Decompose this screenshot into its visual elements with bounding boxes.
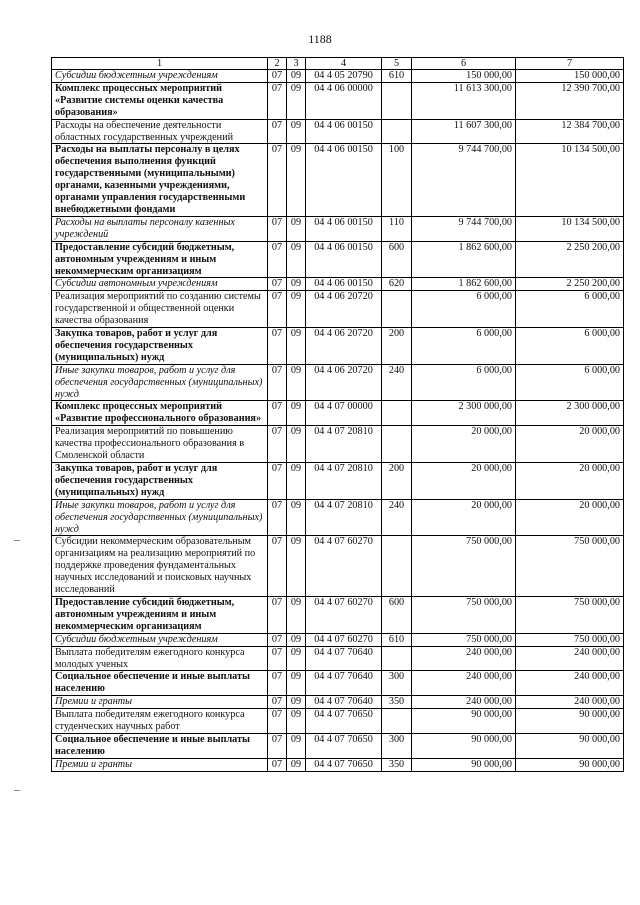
subsection-code-cell: 09 [287,733,306,758]
subsection-code-cell: 09 [287,144,306,216]
target-article-cell: 04 4 07 60270 [306,536,382,597]
expense-type-cell: 200 [382,463,412,500]
expense-type-cell: 300 [382,671,412,696]
section-code-cell: 07 [268,536,287,597]
expense-type-cell: 200 [382,328,412,365]
subsection-code-cell: 09 [287,328,306,365]
amount-year2-cell: 10 134 500,00 [516,144,624,216]
row-name-cell: Расходы на выплаты персоналу в целях обеспечения выполнения функций государственными (муниципальными) органами, казенными учреждениями, органами управления государственными внебюджетными фондами [52,144,268,216]
section-code-cell: 07 [268,328,287,365]
subsection-code-cell: 09 [287,82,306,119]
table-row [52,596,624,633]
table-row [52,216,624,241]
section-code-cell: 07 [268,671,287,696]
table-row [52,633,624,646]
section-code-cell: 07 [268,70,287,83]
amount-year2-cell: 20 000,00 [516,499,624,536]
expense-type-cell [382,646,412,671]
target-article-cell: 04 4 06 00150 [306,278,382,291]
row-name-cell: Премии и гранты [52,696,268,709]
expense-type-cell: 610 [382,70,412,83]
amount-year1-cell: 90 000,00 [412,709,516,734]
amount-year1-cell: 240 000,00 [412,696,516,709]
target-article-cell: 04 4 07 20810 [306,463,382,500]
row-name-cell: Социальное обеспечение и иные выплаты населению [52,671,268,696]
amount-year1-cell: 240 000,00 [412,671,516,696]
expense-type-cell [382,82,412,119]
row-name-cell: Реализация мероприятий по повышению качества профессионального образования в Смоленской области [52,426,268,463]
target-article-cell: 04 4 07 60270 [306,633,382,646]
section-code-cell: 07 [268,241,287,278]
column-header: 5 [382,58,412,70]
expense-type-cell: 110 [382,216,412,241]
amount-year1-cell: 90 000,00 [412,758,516,771]
section-code-cell: 07 [268,401,287,426]
amount-year2-cell: 750 000,00 [516,633,624,646]
expense-type-cell [382,709,412,734]
target-article-cell: 04 4 07 70650 [306,709,382,734]
subsection-code-cell: 09 [287,70,306,83]
section-code-cell: 07 [268,144,287,216]
amount-year1-cell: 20 000,00 [412,426,516,463]
table-row [52,291,624,328]
table-row [52,671,624,696]
column-header: 3 [287,58,306,70]
section-code-cell: 07 [268,364,287,401]
row-name-cell: Предоставление субсидий бюджетным, автономным учреждениям и иным некоммерческим организациям [52,596,268,633]
section-code-cell: 07 [268,709,287,734]
table-row [52,241,624,278]
amount-year2-cell: 12 384 700,00 [516,119,624,144]
expense-type-cell: 610 [382,633,412,646]
amount-year2-cell: 2 250 200,00 [516,241,624,278]
row-name-cell: Субсидии бюджетным учреждениям [52,633,268,646]
target-article-cell: 04 4 07 70640 [306,646,382,671]
section-code-cell: 07 [268,696,287,709]
row-name-cell: Выплата победителям ежегодного конкурса студенческих научных работ [52,709,268,734]
section-code-cell: 07 [268,278,287,291]
expense-type-cell: 300 [382,733,412,758]
target-article-cell: 04 4 06 20720 [306,291,382,328]
section-code-cell: 07 [268,426,287,463]
row-name-cell: Реализация мероприятий по созданию системы государственной и общественной оценки качества образования [52,291,268,328]
amount-year2-cell: 150 000,00 [516,70,624,83]
amount-year1-cell: 6 000,00 [412,291,516,328]
expense-type-cell [382,291,412,328]
amount-year2-cell: 750 000,00 [516,596,624,633]
subsection-code-cell: 09 [287,709,306,734]
target-article-cell: 04 4 07 20810 [306,499,382,536]
subsection-code-cell: 09 [287,671,306,696]
column-header: 4 [306,58,382,70]
row-name-cell: Комплекс процессных мероприятий «Развитие системы оценки качества образования» [52,82,268,119]
row-name-cell: Субсидии некоммерческим образовательным организациям на реализацию мероприятий по поддержке проведения фундаментальных научных исследований и поисковых научных исследований [52,536,268,597]
subsection-code-cell: 09 [287,536,306,597]
amount-year1-cell: 2 300 000,00 [412,401,516,426]
expense-type-cell: 240 [382,499,412,536]
row-name-cell: Выплата победителям ежегодного конкурса молодых ученых [52,646,268,671]
section-code-cell: 07 [268,119,287,144]
subsection-code-cell: 09 [287,633,306,646]
table-row [52,696,624,709]
row-name-cell: Субсидии автономным учреждениям [52,278,268,291]
expense-type-cell [382,426,412,463]
row-name-cell: Предоставление субсидий бюджетным, автономным учреждениям и иным некоммерческим организациям [52,241,268,278]
expense-type-cell: 600 [382,241,412,278]
amount-year1-cell: 11 607 300,00 [412,119,516,144]
table-row [52,646,624,671]
expense-type-cell: 240 [382,364,412,401]
margin-mark [14,540,20,541]
margin-mark [14,790,20,791]
target-article-cell: 04 4 06 20720 [306,328,382,365]
target-article-cell: 04 4 07 70650 [306,733,382,758]
subsection-code-cell: 09 [287,596,306,633]
target-article-cell: 04 4 06 00150 [306,144,382,216]
target-article-cell: 04 4 07 70640 [306,671,382,696]
section-code-cell: 07 [268,733,287,758]
expense-type-cell: 620 [382,278,412,291]
amount-year1-cell: 240 000,00 [412,646,516,671]
subsection-code-cell: 09 [287,119,306,144]
table-row [52,328,624,365]
amount-year1-cell: 750 000,00 [412,633,516,646]
table-row [52,733,624,758]
target-article-cell: 04 4 07 60270 [306,596,382,633]
row-name-cell: Субсидии бюджетным учреждениям [52,70,268,83]
amount-year1-cell: 9 744 700,00 [412,144,516,216]
amount-year1-cell: 150 000,00 [412,70,516,83]
section-code-cell: 07 [268,646,287,671]
table-row [52,144,624,216]
section-code-cell: 07 [268,463,287,500]
row-name-cell: Социальное обеспечение и иные выплаты населению [52,733,268,758]
expense-type-cell [382,536,412,597]
column-header: 2 [268,58,287,70]
table-row [52,278,624,291]
expense-type-cell: 600 [382,596,412,633]
row-name-cell: Премии и гранты [52,758,268,771]
section-code-cell: 07 [268,291,287,328]
amount-year1-cell: 11 613 300,00 [412,82,516,119]
table-row [52,758,624,771]
amount-year2-cell: 6 000,00 [516,328,624,365]
amount-year2-cell: 90 000,00 [516,733,624,758]
amount-year1-cell: 90 000,00 [412,733,516,758]
table-row [52,401,624,426]
row-name-cell: Расходы на выплаты персоналу казенных учреждений [52,216,268,241]
target-article-cell: 04 4 06 00150 [306,119,382,144]
target-article-cell: 04 4 07 70650 [306,758,382,771]
subsection-code-cell: 09 [287,216,306,241]
amount-year1-cell: 9 744 700,00 [412,216,516,241]
target-article-cell: 04 4 05 20790 [306,70,382,83]
row-name-cell: Расходы на обеспечение деятельности областных государственных учреждений [52,119,268,144]
section-code-cell: 07 [268,82,287,119]
amount-year2-cell: 6 000,00 [516,364,624,401]
subsection-code-cell: 09 [287,278,306,291]
target-article-cell: 04 4 06 00000 [306,82,382,119]
target-article-cell: 04 4 07 20810 [306,426,382,463]
amount-year2-cell: 6 000,00 [516,291,624,328]
amount-year2-cell: 240 000,00 [516,646,624,671]
row-name-cell: Иные закупки товаров, работ и услуг для обеспечения государственных (муниципальных) нужд [52,499,268,536]
subsection-code-cell: 09 [287,499,306,536]
table-header-row [52,58,624,70]
subsection-code-cell: 09 [287,696,306,709]
amount-year2-cell: 2 300 000,00 [516,401,624,426]
expense-type-cell: 100 [382,144,412,216]
section-code-cell: 07 [268,216,287,241]
expense-type-cell [382,119,412,144]
row-name-cell: Иные закупки товаров, работ и услуг для обеспечения государственных (муниципальных) нужд [52,364,268,401]
row-name-cell: Закупка товаров, работ и услуг для обеспечения государственных (муниципальных) нужд [52,463,268,500]
target-article-cell: 04 4 06 00150 [306,216,382,241]
amount-year2-cell: 10 134 500,00 [516,216,624,241]
amount-year2-cell: 90 000,00 [516,709,624,734]
table-row [52,463,624,500]
amount-year1-cell: 750 000,00 [412,596,516,633]
row-name-cell: Закупка товаров, работ и услуг для обеспечения государственных (муниципальных) нужд [52,328,268,365]
section-code-cell: 07 [268,499,287,536]
page-number: 1188 [308,32,332,46]
amount-year2-cell: 90 000,00 [516,758,624,771]
amount-year2-cell: 20 000,00 [516,463,624,500]
amount-year2-cell: 20 000,00 [516,426,624,463]
section-code-cell: 07 [268,596,287,633]
amount-year1-cell: 1 862 600,00 [412,278,516,291]
expense-type-cell: 350 [382,758,412,771]
expense-type-cell [382,401,412,426]
expense-type-cell: 350 [382,696,412,709]
amount-year2-cell: 2 250 200,00 [516,278,624,291]
amount-year1-cell: 6 000,00 [412,328,516,365]
amount-year2-cell: 240 000,00 [516,696,624,709]
target-article-cell: 04 4 06 20720 [306,364,382,401]
table-row [52,709,624,734]
column-header: 7 [516,58,624,70]
table-row [52,82,624,119]
amount-year2-cell: 750 000,00 [516,536,624,597]
amount-year1-cell: 1 862 600,00 [412,241,516,278]
table-row [52,70,624,83]
table-row [52,499,624,536]
table-row [52,536,624,597]
column-header: 1 [52,58,268,70]
table-row [52,426,624,463]
amount-year1-cell: 20 000,00 [412,499,516,536]
subsection-code-cell: 09 [287,758,306,771]
table-row [52,364,624,401]
subsection-code-cell: 09 [287,463,306,500]
target-article-cell: 04 4 06 00150 [306,241,382,278]
amount-year1-cell: 750 000,00 [412,536,516,597]
target-article-cell: 04 4 07 70640 [306,696,382,709]
table-row [52,119,624,144]
subsection-code-cell: 09 [287,291,306,328]
subsection-code-cell: 09 [287,401,306,426]
row-name-cell: Комплекс процессных мероприятий «Развитие профессионального образования» [52,401,268,426]
subsection-code-cell: 09 [287,646,306,671]
subsection-code-cell: 09 [287,241,306,278]
target-article-cell: 04 4 07 00000 [306,401,382,426]
amount-year1-cell: 6 000,00 [412,364,516,401]
subsection-code-cell: 09 [287,426,306,463]
section-code-cell: 07 [268,758,287,771]
amount-year2-cell: 12 390 700,00 [516,82,624,119]
budget-table [51,57,624,772]
amount-year1-cell: 20 000,00 [412,463,516,500]
column-header: 6 [412,58,516,70]
section-code-cell: 07 [268,633,287,646]
amount-year2-cell: 240 000,00 [516,671,624,696]
subsection-code-cell: 09 [287,364,306,401]
